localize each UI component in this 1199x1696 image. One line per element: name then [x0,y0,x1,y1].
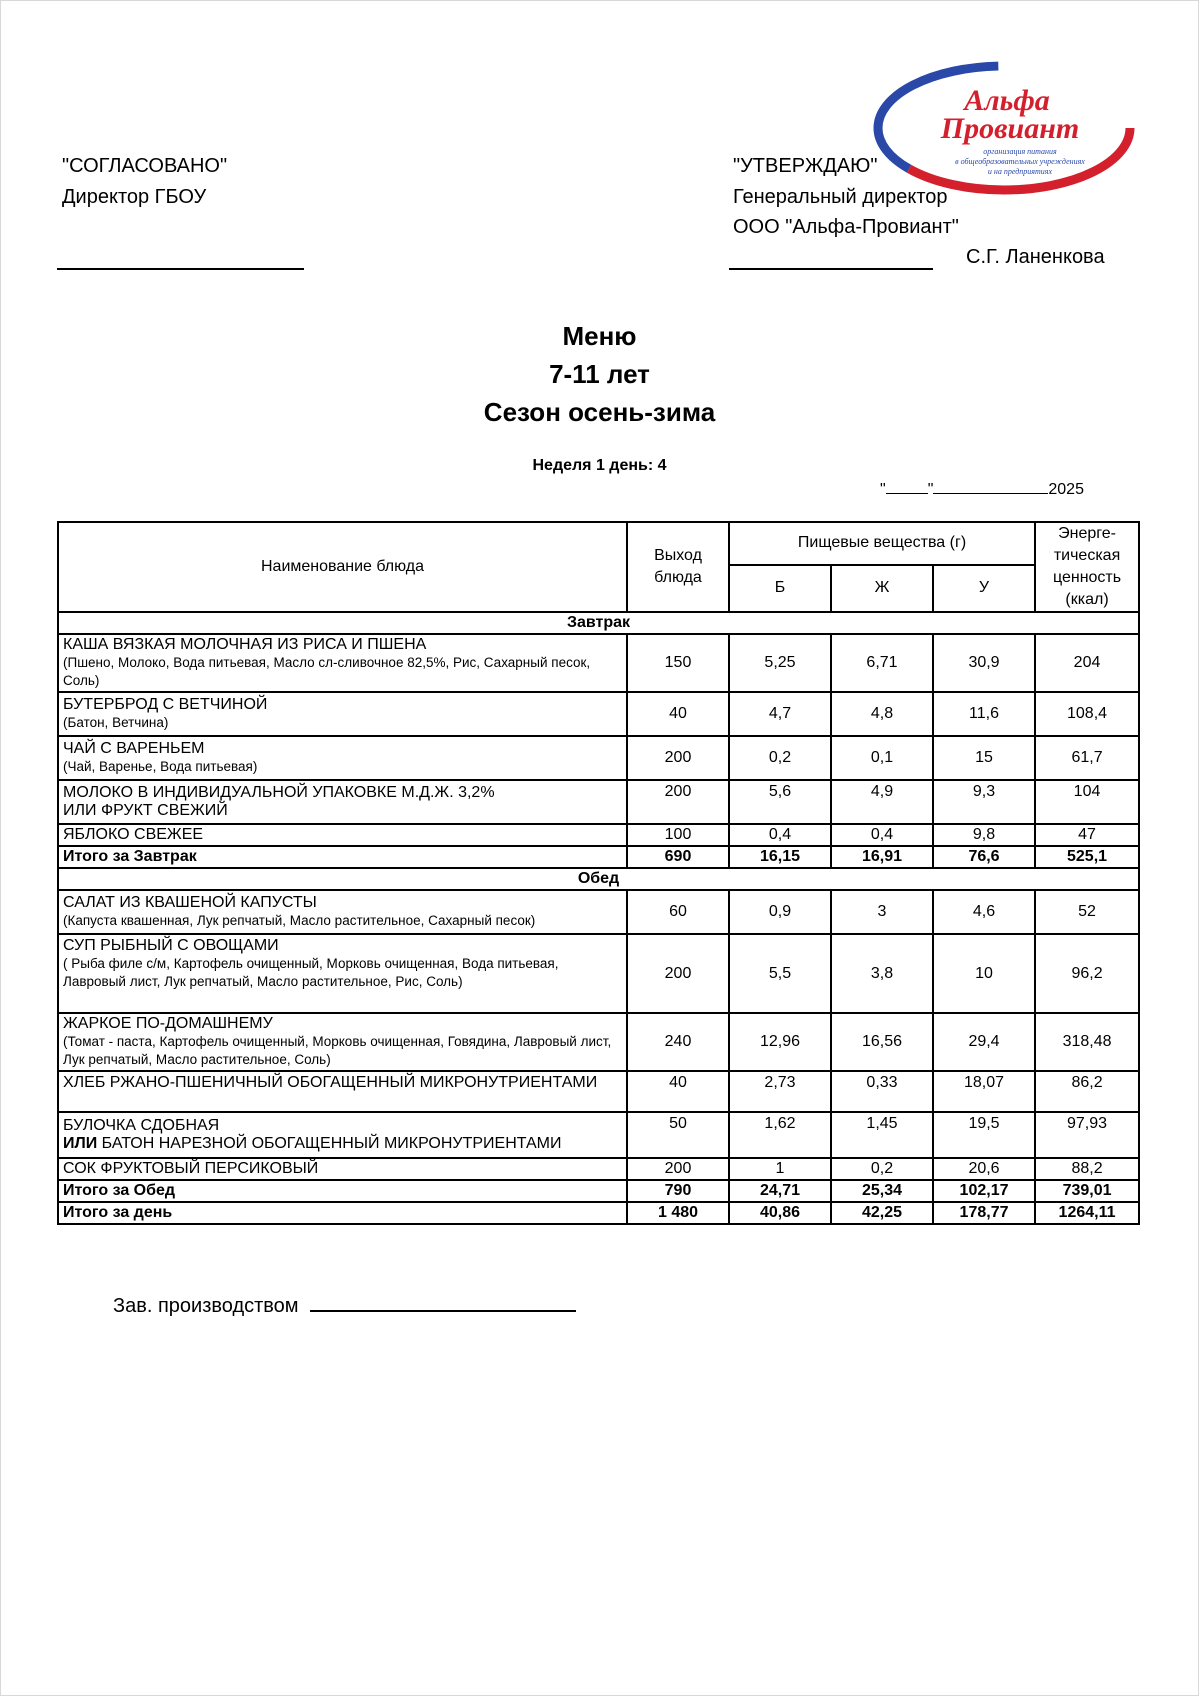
table-cell-value: 24,71 [729,1180,831,1202]
footer-signature-line [310,1292,576,1312]
table-cell-value: 100 [627,824,729,846]
table-cell-value: 4,8 [831,692,933,736]
table-row [58,934,1139,1013]
logo-line2: Провиант [940,112,1080,145]
signature-line-left [57,268,304,270]
table-cell-value: 790 [627,1180,729,1202]
table-cell-value: 25,34 [831,1180,933,1202]
section-breakfast: Завтрак [58,612,1139,634]
table-cell-value: 525,1 [1035,846,1139,868]
table-cell-value: 29,4 [933,1013,1035,1071]
table-cell-name: ЖАРКОЕ ПО-ДОМАШНЕМУ (Томат - паста, Картофель очищенный, Морковь очищенная, Говядина, Лавровый лист, Лук репчатый, Масло растительное, Соль) [58,1013,627,1071]
menu-title: Меню [562,321,637,351]
table-cell-value: 104 [1035,780,1139,824]
table-cell-value: 52 [1035,890,1139,934]
table-cell-value: 61,7 [1035,736,1139,780]
menu-age: 7-11 лет [549,359,650,389]
table-cell-value: 0,33 [831,1071,933,1112]
table-row [58,890,1139,934]
approval-left-position: Директор ГБОУ [62,186,207,208]
table-row [58,780,1139,824]
table-cell-value: 18,07 [933,1071,1035,1112]
table-cell-value: 150 [627,634,729,692]
table-cell-value: 60 [627,890,729,934]
day-total-row [58,1202,1139,1224]
signature-line-right [729,268,933,270]
table-cell-value: 16,91 [831,846,933,868]
table-cell-value: 50 [627,1112,729,1158]
table-cell-value: 178,77 [933,1202,1035,1224]
table-cell-value: 6,71 [831,634,933,692]
date-year: 2025 [1048,481,1084,498]
table-cell-value: 200 [627,780,729,824]
table-cell-value: 9,3 [933,780,1035,824]
table-cell-value: 40,86 [729,1202,831,1224]
table-cell-value: 47 [1035,824,1139,846]
table-cell-value: 200 [627,1158,729,1180]
table-cell-value: 739,01 [1035,1180,1139,1202]
table-cell-value: 1 480 [627,1202,729,1224]
section-lunch: Обед [58,868,1139,890]
table-cell-value: 1,45 [831,1112,933,1158]
header-carbs: У [933,565,1035,612]
table-cell-value: 19,5 [933,1112,1035,1158]
table-cell-value: 96,2 [1035,934,1139,1013]
table-cell-name: БУТЕРБРОД С ВЕТЧИНОЙ (Батон, Ветчина) [58,692,627,736]
table-cell-value: 690 [627,846,729,868]
table-cell-value: 0,2 [729,736,831,780]
table-row [58,1158,1139,1180]
table-cell-value: 42,25 [831,1202,933,1224]
table-cell-name: Итого за Обед [58,1180,627,1202]
menu-table [57,521,1140,1225]
table-cell-value: 5,5 [729,934,831,1013]
approval-right-person: С.Г. Ланенкова [966,246,1105,268]
table-row [58,634,1139,692]
table-cell-value: 0,1 [831,736,933,780]
table-cell-name: САЛАТ ИЗ КВАШЕНОЙ КАПУСТЫ (Капуста квашенная, Лук репчатый, Масло растительное, Сахарный песок) [58,890,627,934]
table-cell-value: 3,8 [831,934,933,1013]
table-cell-value: 15 [933,736,1035,780]
table-cell-value: 0,4 [831,824,933,846]
header-protein: Б [729,565,831,612]
table-cell-value: 20,6 [933,1158,1035,1180]
table-cell-value: 88,2 [1035,1158,1139,1180]
table-row [58,1112,1139,1158]
table-row [58,824,1139,846]
table-cell-value: 0,4 [729,824,831,846]
header-yield: Выход блюда [627,522,729,612]
table-cell-value: 200 [627,934,729,1013]
approval-right-label: "УТВЕРЖДАЮ" [733,155,878,177]
header-fat: Ж [831,565,933,612]
logo-tagline1: организация питания [983,147,1057,156]
table-cell-value: 4,7 [729,692,831,736]
table-cell-value: 30,9 [933,634,1035,692]
table-cell-value: 4,9 [831,780,933,824]
table-cell-value: 240 [627,1013,729,1071]
table-cell-value: 5,6 [729,780,831,824]
table-cell-value: 200 [627,736,729,780]
logo-line1: Альфа [964,84,1050,117]
lunch-total-row [58,1180,1139,1202]
logo-tagline3: и на предприятиях [987,167,1053,176]
table-cell-value: 76,6 [933,846,1035,868]
table-cell-value: 2,73 [729,1071,831,1112]
table-cell-value: 86,2 [1035,1071,1139,1112]
table-cell-value: 4,6 [933,890,1035,934]
breakfast-total-row [58,846,1139,868]
table-row [58,1013,1139,1071]
table-cell-value: 12,96 [729,1013,831,1071]
table-cell-name: МОЛОКО В ИНДИВИДУАЛЬНОЙ УПАКОВКЕ М.Д.Ж. 3,2% ИЛИ ФРУКТ СВЕЖИЙ [58,780,627,824]
table-cell-value: 16,15 [729,846,831,868]
menu-season: Сезон осень-зима [483,397,716,427]
approval-right-company: ООО "Альфа-Провиант" [733,216,959,238]
table-row [58,736,1139,780]
table-cell-value: 204 [1035,634,1139,692]
table-cell-value: 1 [729,1158,831,1180]
header-dish-name: Наименование блюда [58,522,627,612]
table-cell-value: 108,4 [1035,692,1139,736]
header-nutrients: Пищевые вещества (г) [729,522,1035,565]
table-cell-value: 0,9 [729,890,831,934]
table-cell-name: БУЛОЧКА СДОБНАЯ ИЛИ БАТОН НАРЕЗНОЙ ОБОГАЩЕННЫЙ МИКРОНУТРИЕНТАМИ [58,1112,627,1158]
header-energy: Энерге-тическая ценность (ккал) [1035,522,1139,612]
table-cell-value: 5,25 [729,634,831,692]
table-cell-value: 102,17 [933,1180,1035,1202]
table-cell-value: 3 [831,890,933,934]
footer-label: Зав. производством [113,1295,299,1317]
table-cell-value: 318,48 [1035,1013,1139,1071]
table-cell-value: 9,8 [933,824,1035,846]
table-cell-value: 97,93 [1035,1112,1139,1158]
approval-right-position: Генеральный директор [733,186,948,208]
table-cell-name: Итого за Завтрак [58,846,627,868]
footer-production-head [113,1292,576,1318]
week-day: Неделя 1 день: 4 [532,457,667,474]
table-cell-value: 1264,11 [1035,1202,1139,1224]
table-cell-value: 1,62 [729,1112,831,1158]
table-cell-name: СОК ФРУКТОВЫЙ ПЕРСИКОВЫЙ [58,1158,627,1180]
table-cell-name: ЧАЙ С ВАРЕНЬЕМ (Чай, Варенье, Вода питьевая) [58,736,627,780]
table-cell-value: 10 [933,934,1035,1013]
table-cell-value: 16,56 [831,1013,933,1071]
table-cell-name: СУП РЫБНЫЙ С ОВОЩАМИ ( Рыба филе с/м, Картофель очищенный, Морковь очищенная, Вода питьевая, Лавровый лист, Лук репчатый, Масло растительное, Рис, Соль) [58,934,627,1013]
table-cell-value: 0,2 [831,1158,933,1180]
table-cell-value: 40 [627,692,729,736]
table-cell-name: ЯБЛОКО СВЕЖЕЕ [58,824,627,846]
table-row [58,692,1139,736]
table-cell-name: Итого за день [58,1202,627,1224]
table-cell-value: 11,6 [933,692,1035,736]
table-cell-name: ХЛЕБ РЖАНО-ПШЕНИЧНЫЙ ОБОГАЩЕННЫЙ МИКРОНУТРИЕНТАМИ [58,1071,627,1112]
table-cell-value: 40 [627,1071,729,1112]
table-row [58,1071,1139,1112]
approval-left-label: "СОГЛАСОВАНО" [62,155,228,177]
logo-tagline2: в общеобразовательных учреждениях [955,157,1085,166]
table-cell-name: КАША ВЯЗКАЯ МОЛОЧНАЯ ИЗ РИСА И ПШЕНА (Пшено, Молоко, Вода питьевая, Масло сл-сливочное 82,5%, Рис, Сахарный песок, Соль) [58,634,627,692]
date-line: " " 2025 [880,481,1084,498]
